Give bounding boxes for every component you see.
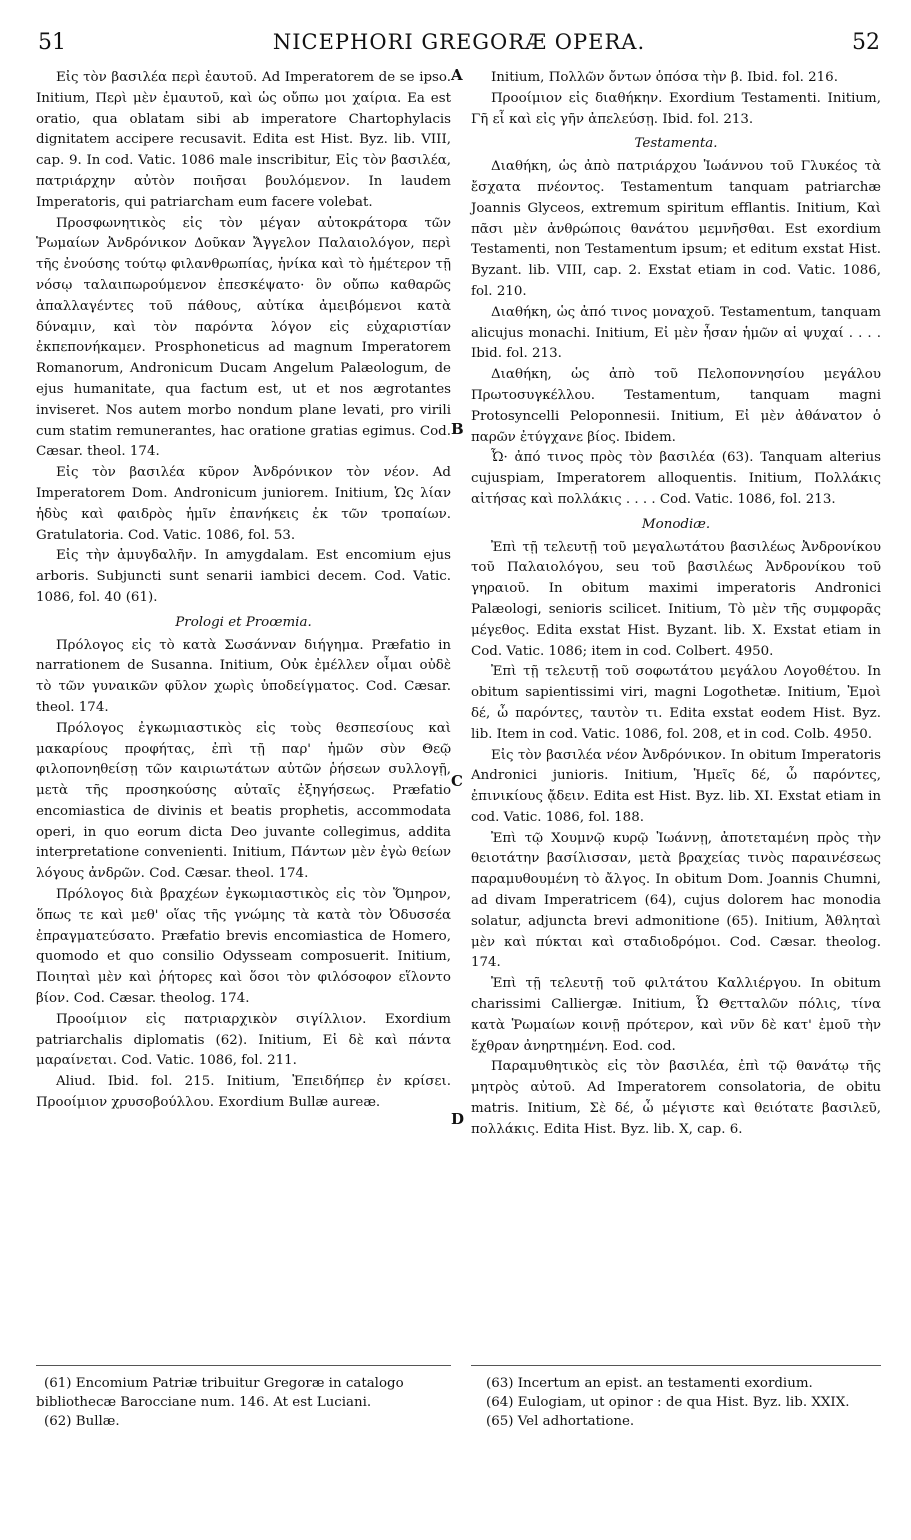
footnote: (63) Incertum an epist. an testamenti exordium. — [486, 1376, 813, 1391]
paragraph: Προοίμιον εἰς πατριαρχικὸν σιγίλλιον. Exordium patriarchalis diplomatis (62). Initium, Εἰ δὲ καὶ πάντα μαραίνεται. Cod. Vatic. 1086, fol. 211. — [36, 1011, 451, 1069]
paragraph: Ὦ· ἀπό τινος πρὸς τὸν βασιλέα (63). Tanquam alterius cujuspiam, Imperatorem alloquentis. Initium, Πολλάκις αἰτήσας καὶ πολλάκις . . . . Cod. Vatic. 1086, fol. 213. — [471, 450, 881, 507]
footnote-rule — [471, 1365, 881, 1366]
paragraph: Παραμυθητικὸς εἰς τὸν βασιλέα, ἐπὶ τῷ θανάτῳ τῆς μητρὸς αὐτοῦ. Ad Imperatorem consolatoria, de obitu matris. Initium, Σὲ δέ, ὦ μέγιστε καὶ θειότατε βασιλεῦ, πολλάκις. Edita Hist. Byz. lib. X, cap. 6. — [471, 1059, 881, 1137]
paragraph: Ἐπὶ τῇ τελευτῇ τοῦ μεγαλωτάτου βασιλέως Ἀνδρονίκου τοῦ Παλαιολόγου, seu τοῦ βασιλέως Ἀνδρονίκου τοῦ γηραιοῦ. In obitum maximi imperatoris Andronici Palæologi, senioris scilicet. Initium, Τὸ μὲν τῆς συμφορᾶς μέγεθος. Edita exstat Hist. Byzant. lib. X. Exstat etiam in Cod. Vatic. 1086; item in cod. Colbert. 4950. — [471, 539, 881, 659]
footnotes-right — [478, 1374, 882, 1431]
page-number-right: 52 — [852, 30, 880, 55]
paragraph: Διαθήκη, ὡς ἀπὸ τοῦ Πελοποννησίου μεγάλου Πρωτοσυγκέλλου. Testamentum, tanquam magni Protosyncelli Peloponnesii. Initium, Εἰ μὲν ἀθάνατον ὁ παρῶν ἐτύγχανε βίος. Ibidem. — [471, 367, 881, 445]
margin-letter-a: A — [451, 66, 463, 84]
footnote: (65) Vel adhortatione. — [486, 1414, 635, 1429]
paragraph: Προοίμιον εἰς διαθήκην. Exordium Testamenti. Initium, Γῆ εἶ καὶ εἰς γῆν ἀπελεύσῃ. Ibid. fol. 213. — [471, 90, 881, 127]
footnote: (64) Eulogiam, ut opinor : de qua Hist. Byz. lib. XXIX. — [486, 1395, 850, 1410]
right-column — [471, 68, 881, 1141]
paragraph: Πρόλογος ἐγκωμιαστικὸς εἰς τοὺς θεσπεσίους καὶ μακαρίους προφήτας, ἐπὶ τῇ παρ' ἡμῶν σὺν Θεῷ φιλοπονηθείσῃ τῶν καιριωτάτων αὐτῶν ῥήσεων συλλογῇ, μετὰ τῆς προσηκούσης αὐταῖς ἐξηγήσεως. Præfatio encomiastica de divinis et beatis prophetis, accommodata operi, in quo eorum dicta Deo juvante collegimus, addita interpretatione convenienti. Initium, Πάντων μὲν ἐγὼ θείων λόγους ἀνδρῶν. Cod. Cæsar. theol. 174. — [36, 720, 451, 882]
margin-letter-b: B — [451, 420, 464, 438]
margin-letter-d: D — [451, 1110, 465, 1128]
page-number-left: 51 — [38, 30, 66, 55]
paragraph: Ἐπὶ τῇ τελευτῇ τοῦ σοφωτάτου μεγάλου Λογοθέτου. In obitum sapientissimi viri, magni Logothetæ. Initium, Ἐμοὶ δέ, ὦ παρόντες, ταυτὸν τι. Edita exstat eodem Hist. Byz. lib. Item in cod. Vatic. 1086, fol. 208, et in cod. Colb. 4950. — [471, 664, 881, 742]
paragraph: Aliud. Ibid. fol. 215. Initium, Ἐπειδήπερ ἐν κρίσει. Προοίμιον χρυσοβούλλου. Exordium Bullæ aureæ. — [36, 1074, 451, 1111]
footnote: (61) Encomium Patriæ tribuitur Gregoræ in catalogo bibliothecæ Barocciane num. 146. At est Luciani. — [36, 1376, 404, 1410]
paragraph: Εἰς τὸν βασιλέα περὶ ἑαυτοῦ. Ad Imperatorem de se ipso. Initium, Περὶ μὲν ἐμαυτοῦ, καὶ ὡς οὔπω μοι χαίρια. Ea est oratio, qua oblatam sibi ab imperatore Chartophylacis dignitatem accipere recusavit. Edita est Hist. Byz. lib. VIII, cap. 9. In cod. Vatic. 1086 male inscribitur, Εἰς τὸν βασιλέα, πατριάρχην αὐτὸν ποιῆσαι βουλόμενον. In laudem Imperatoris, qui patriarcham eum facere volebat. — [36, 70, 451, 210]
paragraph: Initium, Πολλῶν ὄντων ὁπόσα τὴν β. Ibid. fol. 216. — [491, 70, 838, 85]
margin-letter-c: C — [451, 772, 463, 790]
paragraph: Εἰς τὸν βασιλέα κῦρον Ἀνδρόνικον τὸν νέον. Ad Imperatorem Dom. Andronicum juniorem. Initium, Ὡς λίαν ἡδὺς καὶ φαιδρὸς ἡμῖν ἐπανήκεις ἐκ τῶν τροπαίων. Gratulatoria. Cod. Vatic. 1086, fol. 53. — [36, 465, 451, 543]
paragraph: Πρόλογος διὰ βραχέων ἐγκωμιαστικὸς εἰς τὸν Ὅμηρον, ὅπως τε καὶ μεθ' οἵας τῆς γνώμης τὰ κατὰ τὸν Ὀδυσσέα ἐπραγματεύσατο. Præfatio brevis encomiastica de Homero, quomodo et quo consilio Odysseam composuerit. Initium, Ποιηταὶ μὲν καὶ ῥήτορες καὶ ὅσοι τὸν φιλόσοφον εἵλοντο βίον. Cod. Cæsar. theolog. 174. — [36, 887, 451, 1007]
paragraph: Εἰς τὴν ἀμυγδαλῆν. In amygdalam. Est encomium ejus arboris. Subjuncti sunt senarii iambici decem. Cod. Vatic. 1086, fol. 40 (61). — [36, 548, 451, 605]
page-header — [38, 30, 880, 64]
paragraph: Πρόλογος εἰς τὸ κατὰ Σωσάνναν διήγημα. Præfatio in narrationem de Susanna. Initium, Οὐκ ἐμέλλεν οἶμαι οὐδὲ τὸ τῶν γυναικῶν φῦλον χωρὶς ὑποδείγματος. Cod. Cæsar. theol. 174. — [36, 637, 451, 715]
paragraph: Προσφωνητικὸς εἰς τὸν μέγαν αὐτοκράτορα τῶν Ῥωμαίων Ἀνδρόνικον Δοῦκαν Ἄγγελον Παλαιολόγον, περὶ τῆς ἐνούσης τούτῳ φιλανθρωπίας, ἡνίκα καὶ τὸ ἡμέτερον τῇ νόσῳ ταλαιπωρούμενον ἐπεσκέψατο· ὃν οὔπω καθαρῶς ἀπαλλαγέντες τοῦ πάθους, αὐτίκα ἀμειβόμενοι κατὰ δύναμιν, καὶ τὸν παρόντα λόγον εἰς εὐχαριστίαν ἐκπεπονήκαμεν. Prosphoneticus ad magnum Imperatorem Romanorum, Andronicum Ducam Angelum Palæologum, de ejus humanitate, qua factum est, ut et nos ægrotantes inviseret. Nos autem morbo nondum plane levati, pro virili cum statim remunerantes, hac oratione gratias egimus. Cod. Cæsar. theol. 174. — [36, 215, 451, 460]
paragraph: Ἐπὶ τῇ τελευτῇ τοῦ φιλτάτου Καλλιέργου. In obitum charissimi Calliergæ. Initium, Ὦ Θετταλῶν πόλις, τίνα κατὰ Ῥωμαίων κοινῇ πρότερον, καὶ νῦν δὲ κατ' ἐμοῦ τὴν ἔχθραν ἀνηρτημένη. Eod. cod. — [471, 976, 881, 1054]
section-heading: Testamenta. — [634, 136, 718, 152]
paragraph: Εἰς τὸν βασιλέα νέον Ἀνδρόνικον. In obitum Imperatoris Andronici junioris. Initium, Ἡμεῖς δέ, ὦ παρόντες, ἐπινικίους ᾄδειν. Edita est Hist. Byz. lib. XI. Exstat etiam in cod. Vatic. 1086, fol. 188. — [471, 747, 881, 825]
footnote: (62) Bullæ. — [44, 1414, 120, 1429]
paragraph: Διαθήκη, ὡς ἀπὸ πατριάρχου Ἰωάννου τοῦ Γλυκέος τὰ ἔσχατα πνέοντος. Testamentum tanquam patriarchæ Joannis Glyceos, extremum spiritum efflantis. Initium, Καὶ πᾶσι μὲν ἀνθρώποις θανάτου μεμνῆσθαι. Est exordium Testamenti, non Testamentum ipsum; et editum exstat Hist. Byzant. lib. VIII, cap. 2. Exstat etiam in cod. Vatic. 1086, fol. 210. — [471, 159, 881, 299]
paragraph: Διαθήκη, ὡς ἀπό τινος μοναχοῦ. Testamentum, tanquam alicujus monachi. Initium, Εἰ μὲν ἦσαν ἡμῶν αἱ ψυχαί . . . . Ibid. fol. 213. — [471, 304, 881, 362]
paragraph: Ἐπὶ τῷ Χουμνῷ κυρῷ Ἰωάννῃ, ἀποτεταμένη πρὸς τὴν θειοτάτην βασίλισσαν, μετὰ βραχείας τινὸς παραινέσεως παραμυθουμένη τὸ ἄλγος. In obitum Dom. Joannis Chumni, ad divam Imperatricem (64), cujus dolorem hac monodia solatur, adjuncta brevi admonitione (65). Initium, Ἀθληταὶ μὲν καὶ πύκται καὶ σταδιοδρόμοι. Cod. Cæsar. theolog. 174. — [471, 830, 881, 971]
section-heading: Monodiæ. — [641, 516, 711, 532]
section-heading: Prologi et Proœmia. — [175, 614, 312, 630]
running-title: NICEPHORI GREGORÆ OPERA. — [272, 30, 646, 54]
footnotes-left — [36, 1374, 451, 1431]
footnote-rule — [36, 1365, 451, 1366]
left-column — [36, 68, 451, 1114]
